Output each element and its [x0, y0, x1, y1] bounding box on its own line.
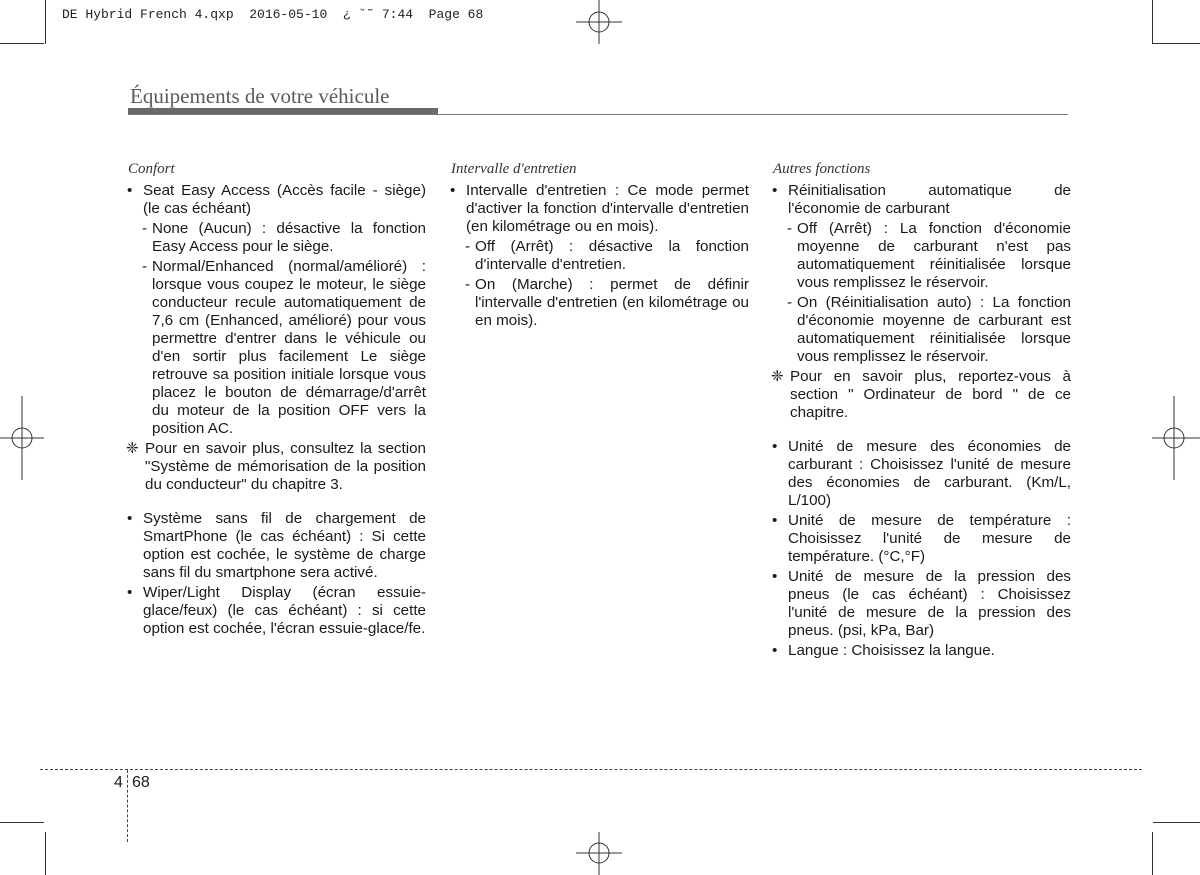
crop-mark: [0, 43, 44, 44]
note-text: Pour en savoir plus, consultez la section "Système de mémorisation de la position du conducteur" du chapitre 3.: [145, 440, 426, 493]
column-heading: Intervalle d'entretien: [451, 161, 577, 177]
note-symbol-icon: ❈: [771, 368, 784, 385]
footer-rule: [40, 769, 1142, 770]
dash-item: - On (Réinitialisation auto) : La fonction d'économie moyenne de carburant est automatiquement réinitialisée lorsque vous remplissez le réservoir.: [771, 294, 1071, 366]
dash-item: - None (Aucun) : désactive la fonction Easy Access pour le siège.: [126, 220, 426, 256]
note-symbol-icon: ❈: [126, 440, 139, 457]
column-autres-fonctions: [771, 160, 1071, 660]
crop-mark: [45, 832, 46, 875]
column-heading: Confort: [128, 161, 175, 177]
note-text: Pour en savoir plus, reportez-vous à section " Ordinateur de bord " de ce chapitre.: [790, 368, 1071, 421]
column-confort: [126, 160, 426, 638]
header-rule: [128, 114, 1068, 115]
spacer: [126, 494, 426, 508]
print-slug: DE Hybrid French 4.qxp 2016-05-10 ¿ ˘˜ 7:44 Page 68: [62, 7, 484, 22]
crop-mark: [1153, 43, 1200, 44]
dash-item: - Off (Arrêt) : désactive la fonction d'intervalle d'entretien.: [449, 238, 749, 274]
bullet-item: • Seat Easy Access (Accès facile - siège) (le cas échéant): [126, 182, 426, 218]
footer-divider: [127, 770, 128, 842]
bullet-item: • Réinitialisation automatique de l'économie de carburant: [771, 182, 1071, 218]
bullet-item: • Unité de mesure de la pression des pneus (le cas échéant) : Choisissez l'unité de mesure de la pression des pneus. (psi, kPa, Bar): [771, 568, 1071, 640]
column-heading: Autres fonctions: [773, 161, 871, 177]
crop-mark: [1152, 0, 1153, 44]
dash-item: - Normal/Enhanced (normal/amélioré) : lorsque vous coupez le moteur, le siège conducteur recule automatiquement de 7,6 cm (Enhanced, amélioré) pour vous permettre d'entrer dans le véhicule ou d'en sortir plus facilement Le siège retrouve sa position initiale lorsque vous placez le bouton de démarrage/d'arrêt du moteur de la position OFF vers la position AC.: [126, 258, 426, 438]
bullet-item: • Système sans fil de chargement de SmartPhone (le cas échéant) : Si cette option est cochée, le système de charge sans fil du smartphone sera activé.: [126, 510, 426, 582]
bullet-item: • Unité de mesure de température : Choisissez l'unité de mesure de température. (°C,°F): [771, 512, 1071, 566]
spacer: [771, 422, 1071, 436]
crop-mark: [0, 822, 44, 823]
bullet-item: • Intervalle d'entretien : Ce mode permet d'activer la fonction d'intervalle d'entretien (en kilométrage ou en mois).: [449, 182, 749, 236]
registration-mark-icon: [576, 0, 622, 44]
crop-mark: [1152, 832, 1153, 875]
crop-mark: [45, 0, 46, 44]
note: [126, 440, 426, 494]
bullet-item: • Unité de mesure des économies de carburant : Choisissez l'unité de mesure des économies de carburant. (Km/L, L/100): [771, 438, 1071, 510]
crop-mark: [1153, 822, 1200, 823]
page-number: 68: [132, 774, 150, 791]
registration-mark-icon: [0, 396, 44, 480]
note: [771, 368, 1071, 422]
bullet-item: • Langue : Choisissez la langue.: [771, 642, 1071, 660]
chapter-number: 4: [114, 774, 123, 791]
bullet-item: • Wiper/Light Display (écran essuie-glace/feux) (le cas échéant) : si cette option est cochée, l'écran essuie-glace/fe.: [126, 584, 426, 638]
registration-mark-icon: [576, 832, 622, 875]
section-title: Équipements de votre véhicule: [130, 84, 390, 108]
dash-item: - On (Marche) : permet de définir l'intervalle d'entretien (en kilométrage ou en mois).: [449, 276, 749, 330]
column-intervalle-entretien: [449, 160, 749, 330]
dash-item: - Off (Arrêt) : La fonction d'économie moyenne de carburant n'est pas automatiquement réinitialisée lorsque vous remplissez le réservoir.: [771, 220, 1071, 292]
registration-mark-icon: [1152, 396, 1200, 480]
